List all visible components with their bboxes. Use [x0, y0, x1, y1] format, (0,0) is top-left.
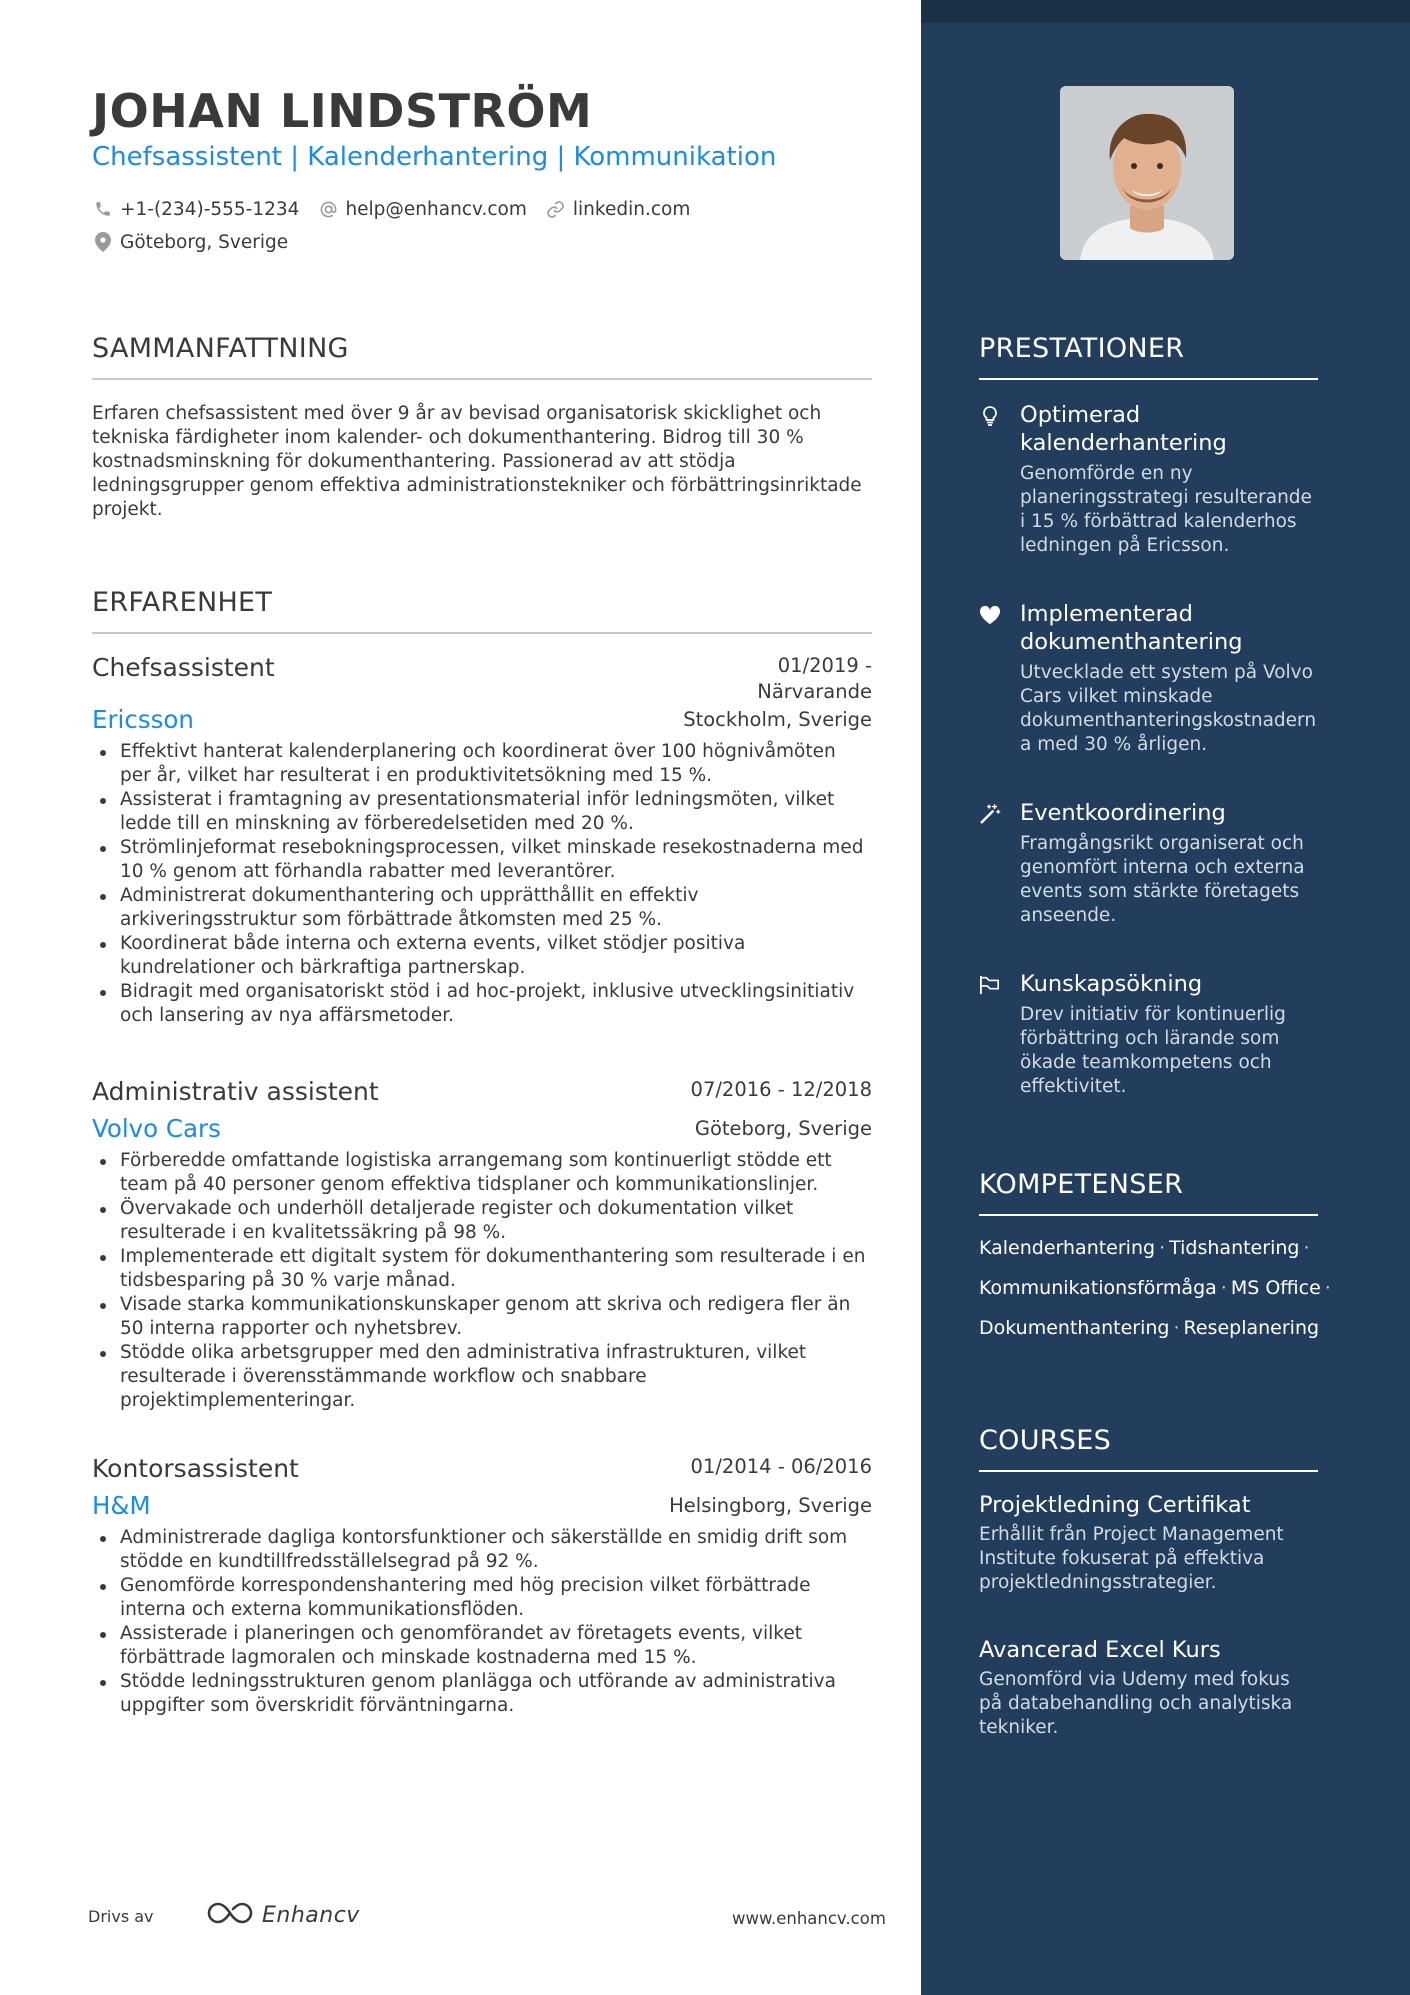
achievement-description: Genomförde en ny planeringsstrategi resulterande i 15 % förbättrad kalenderhos ledningen på Ericsson. [1020, 463, 1312, 556]
powered-by-label: Drivs av [88, 1907, 154, 1926]
infinity-logo-icon [206, 1900, 254, 1930]
bullet-item: Effektivt hanterat kalenderplanering och koordinerat över 100 högnivåmöten per år, vilket har resulterat i en produktivitetsökning med 15 %. [92, 740, 872, 788]
achievements-divider [979, 378, 1318, 380]
bullet-item: Administrerade dagliga kontorsfunktioner och säkerställde en smidig drift som stödde en kundtillfredsställelsegrad på 92 %. [92, 1526, 872, 1574]
courses-divider [979, 1470, 1318, 1472]
job-entry [92, 1454, 872, 1718]
job-title: Chefsassistent [92, 653, 275, 682]
job-company: Ericsson [92, 705, 194, 734]
achievement-description: Framgångsrikt organiserat och genomfört interna och externa events som stärkte företagets anseende. [1020, 833, 1305, 926]
job-location: Göteborg, Sverige [694, 1117, 872, 1140]
job-location: Stockholm, Sverige [683, 708, 872, 731]
summary-text: Erfaren chefsassistent med över 9 år av bevisad organisatorisk skicklighet och tekniska färdigheter inom kalender- och dokumenthantering. Bidrog till 30 % kostnadsminskning för dokumenthantering. Passionerad av att stödja ledningsgrupper genom effektiva administrationstekniker och förbättringsinriktade projekt. [92, 403, 862, 520]
footer-url[interactable]: www.enhancv.com [732, 1909, 886, 1928]
course-title: Projektledning Certifikat [979, 1492, 1251, 1518]
course-item [979, 1636, 1318, 1740]
contact-linkedin[interactable]: linkedin.com [545, 198, 690, 220]
achievement-title: Kunskapsökning [1020, 971, 1203, 997]
courses-heading: COURSES [979, 1425, 1112, 1456]
achievement-item [979, 799, 1318, 928]
bullet-item: Förberedde omfattande logistiska arrangemang som kontinuerligt stödde ett team på 40 personer genom effektiva tidsplaner och kommunikationslinjer. [92, 1149, 872, 1197]
job-date: 01/2019 - Närvarande [757, 654, 872, 703]
bullet-item: Bidragit med organisatoriskt stöd i ad hoc-projekt, inklusive utvecklingsinitiativ och lansering av nya affärsmetoder. [92, 980, 872, 1028]
skill-tag: Kommunikationsförmåga [979, 1277, 1217, 1299]
skill-tag: Reseplanering [1183, 1317, 1320, 1339]
profile-photo [1060, 86, 1234, 260]
skill-tag: Dokumenthantering [979, 1317, 1170, 1339]
contact-phone[interactable]: +1-(234)-555-1234 [92, 198, 299, 220]
job-title: Administrativ assistent [92, 1077, 379, 1106]
achievement-title: Optimerad kalenderhantering [1020, 402, 1227, 456]
brand-name: Enhancv [262, 1902, 360, 1928]
bullet-item: Implementerade ett digitalt system för dokumenthantering som resulterade i en tidsbesparing på 30 % varje månad. [92, 1245, 872, 1293]
course-description: Genomförd via Udemy med fokus på databehandling och analytiska tekniker. [979, 1669, 1293, 1738]
bullet-item: Strömlinjeformat resebokningsprocessen, vilket minskade resekostnaderna med 10 % genom att förhandla rabatter med leverantörer. [92, 836, 872, 884]
achievement-item [979, 970, 1318, 1099]
skill-tag: Kalenderhantering [979, 1237, 1156, 1259]
job-date: 01/2014 - 06/2016 [690, 1455, 872, 1478]
at-icon [317, 198, 339, 220]
heart-icon [979, 604, 1001, 626]
job-entry [92, 1077, 872, 1413]
sidebar-top-bar [921, 0, 1410, 23]
job-bullets [92, 1149, 872, 1413]
job-title: Kontorsassistent [92, 1454, 299, 1483]
achievements-heading: PRESTATIONER [979, 333, 1185, 364]
achievement-item [979, 600, 1318, 757]
headline: Chefsassistent | Kalenderhantering | Kommunikation [92, 142, 777, 172]
phone-icon [92, 198, 114, 220]
summary-heading: SAMMANFATTNING [92, 333, 349, 364]
contact-email[interactable]: help@enhancv.com [317, 198, 526, 220]
bullet-item: Koordinerat både interna och externa events, vilket stödjer positiva kundrelationer och bärkraftiga partnerskap. [92, 932, 872, 980]
location-pin-icon [92, 231, 114, 253]
magic-wand-icon [979, 803, 1001, 825]
achievement-title: Eventkoordinering [1020, 800, 1226, 826]
bullet-item: Genomförde korrespondenshantering med hög precision vilket förbättrade interna och externa kommunikationsflöden. [92, 1574, 872, 1622]
experience-divider [92, 632, 872, 634]
achievement-description: Drev initiativ för kontinuerlig förbättring och lärande som ökade teamkompetens och effektivitet. [1020, 1004, 1286, 1097]
enhancv-logo[interactable] [206, 1900, 360, 1930]
summary-divider [92, 378, 872, 380]
job-date: 07/2016 - 12/2018 [690, 1078, 872, 1101]
job-entry [92, 653, 872, 1028]
course-description: Erhållit från Project Management Institute fokuserat på effektiva projektledningsstrategier. [979, 1524, 1284, 1593]
bullet-item: Stödde olika arbetsgrupper med den administrativa infrastrukturen, vilket resulterade i överensstämmande workflow och snabbare projektimplementeringar. [92, 1341, 872, 1413]
job-location: Helsingborg, Sverige [669, 1494, 872, 1517]
bullet-item: Visade starka kommunikationskunskaper genom att skriva och redigera fler än 50 interna rapporter och nyhetsbrev. [92, 1293, 872, 1341]
bullet-item: Administrerat dokumenthantering och upprätthållit en effektiv arkiveringsstruktur som förbättrade åtkomsten med 25 %. [92, 884, 872, 932]
job-bullets [92, 740, 872, 1028]
job-bullets [92, 1526, 872, 1718]
achievement-description: Utvecklade ett system på Volvo Cars vilket minskade dokumenthanteringskostnadern a med 30 % årligen. [1020, 662, 1317, 755]
skills-divider [979, 1214, 1318, 1216]
candidate-name: JOHAN LINDSTRÖM [92, 84, 593, 138]
contact-location: Göteborg, Sverige [92, 231, 288, 253]
skills-heading: KOMPETENSER [979, 1169, 1184, 1200]
bullet-item: Assisterat i framtagning av presentationsmaterial inför ledningsmöten, vilket ledde till en minskning av förberedelsetiden med 20 %. [92, 788, 872, 836]
skill-tag: MS Office [1230, 1277, 1321, 1299]
link-icon [545, 198, 567, 220]
skill-tag: Tidshantering [1169, 1237, 1300, 1259]
course-item [979, 1491, 1318, 1595]
sidebar [921, 0, 1410, 1995]
lightbulb-icon [979, 405, 1001, 427]
bullet-item: Övervakade och underhöll detaljerade register och dokumentation vilket resulterade i en kvalitetssäkring på 98 %. [92, 1197, 872, 1245]
bullet-item: Assisterade i planeringen och genomförandet av företagets events, vilket förbättrade lagmoralen och minskade kostnaderna med 15 %. [92, 1622, 872, 1670]
skills-list: Kalenderhantering · Tidshantering · Kommunikationsförmåga · MS Office · Dokumenthantering · Reseplanering [979, 1237, 1331, 1339]
job-company: H&M [92, 1491, 151, 1520]
flag-icon [979, 974, 1001, 996]
job-company: Volvo Cars [92, 1114, 221, 1143]
course-title: Avancerad Excel Kurs [979, 1637, 1221, 1663]
experience-heading: ERFARENHET [92, 587, 273, 618]
achievement-item [979, 401, 1318, 558]
achievement-title: Implementerad dokumenthantering [1020, 601, 1243, 655]
bullet-item: Stödde ledningsstrukturen genom planlägga och utförande av administrativa uppgifter som överskridit förväntningarna. [92, 1670, 872, 1718]
contact-info [92, 196, 708, 262]
